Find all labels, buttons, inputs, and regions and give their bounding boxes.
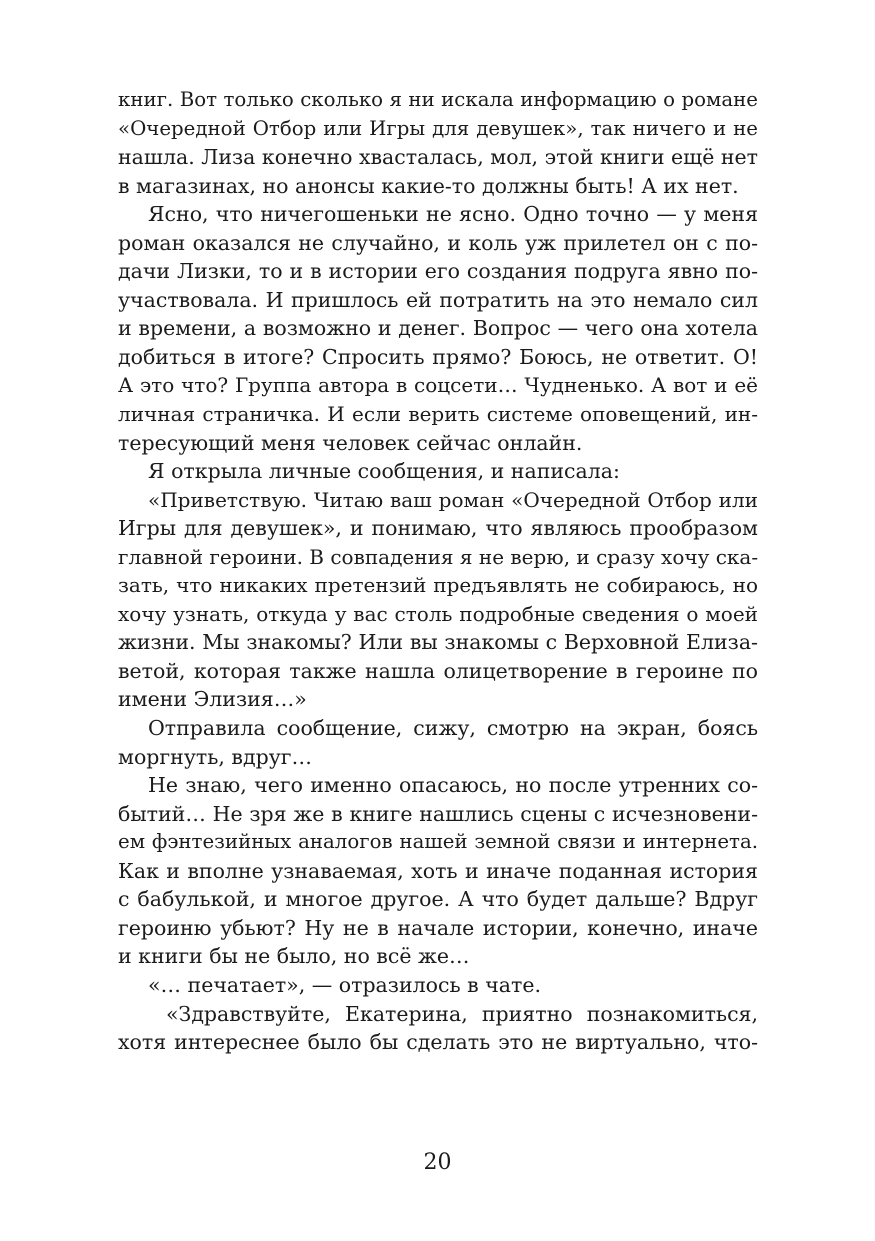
text-line: в магазинах, но анонсы какие-то должны быть! А их нет. (118, 173, 739, 198)
text-line: главной героини. В совпадения я не верю, и сразу хочу ска- (118, 544, 758, 569)
text-line: Отправила сообщение, сижу, смотрю на экран, боясь (148, 716, 758, 741)
text-line: героиню убьют? Ну не в начале истории, конечно, иначе (118, 915, 758, 940)
text-line: имени Элизия…» (118, 687, 307, 712)
text-line: бытий… Не зря же в книге нашлись сцены с исчезновени- (118, 801, 758, 826)
text-line: жизни. Мы знакомы? Или вы знакомы с Верховной Елиза- (118, 630, 758, 655)
text-line: личная страничка. И если верить системе оповещений, ин- (118, 402, 758, 427)
page-number: 20 (423, 1150, 452, 1175)
text-line: тересующий меня человек сейчас онлайн. (118, 430, 583, 455)
text-line: Игры для девушек», и понимаю, что являюсь прообразом (118, 516, 758, 541)
text-line: ем фэнтезийных аналогов нашей земной связи и интернета. (118, 830, 758, 854)
text-line: нашла. Лиза конечно хвасталась, мол, этой книги ещё нет (118, 145, 758, 170)
text-line: моргнуть, вдруг… (118, 744, 312, 769)
body-text (118, 86, 758, 1057)
text-line: зать, что никаких претензий предъявлять не собираюсь, но (118, 573, 758, 598)
text-line: Не знаю, чего именно опасаюсь, но после утренних со- (148, 773, 758, 798)
text-line: дачи Лизки, то и в истории его создания подруга явно по- (118, 259, 758, 284)
text-line: «Здравствуйте, Екатерина, приятно познакомиться, (166, 1001, 758, 1026)
text-line: Ясно, что ничегошеньки не ясно. Одно точно — у меня (148, 202, 758, 227)
text-line: Как и вполне узнаваемая, хоть и иначе поданная история (118, 858, 758, 883)
text-line: «Очередной Отбор или Игры для девушек», так ничего и не (118, 116, 758, 140)
text-line: хочу узнать, откуда у вас столь подробные сведения о моей (118, 601, 758, 626)
text-line: и времени, а возможно и денег. Вопрос — чего она хотела (118, 316, 758, 341)
text-line: «… печатает», — отразилось в чате. (148, 972, 541, 997)
text-line: А это что? Группа автора в соцсети… Чудненько. А вот и её (118, 373, 758, 398)
text-line: книг. Вот только сколько я ни искала информацию о романе (118, 88, 758, 111)
text-line: Я открыла личные сообщения, и написала: (148, 459, 620, 484)
text-line: и книги бы не было, но всё же… (118, 944, 470, 969)
text-line: добиться в итоге? Спросить прямо? Боюсь, не ответит. О! (118, 344, 758, 369)
text-line: роман оказался не случайно, и коль уж прилетел он с по- (118, 230, 758, 255)
text-line: участвовала. И пришлось ей потратить на это немало сил (118, 287, 758, 312)
text-line: с бабулькой, и многое другое. А что будет дальше? Вдруг (118, 887, 758, 912)
text-line: хотя интереснее было бы сделать это не виртуально, что- (118, 1030, 758, 1055)
text-line: ветой, которая также нашла олицетворение в героине по (118, 658, 758, 683)
text-line: «Приветствую. Читаю ваш роман «Очередной Отбор или (148, 487, 758, 512)
